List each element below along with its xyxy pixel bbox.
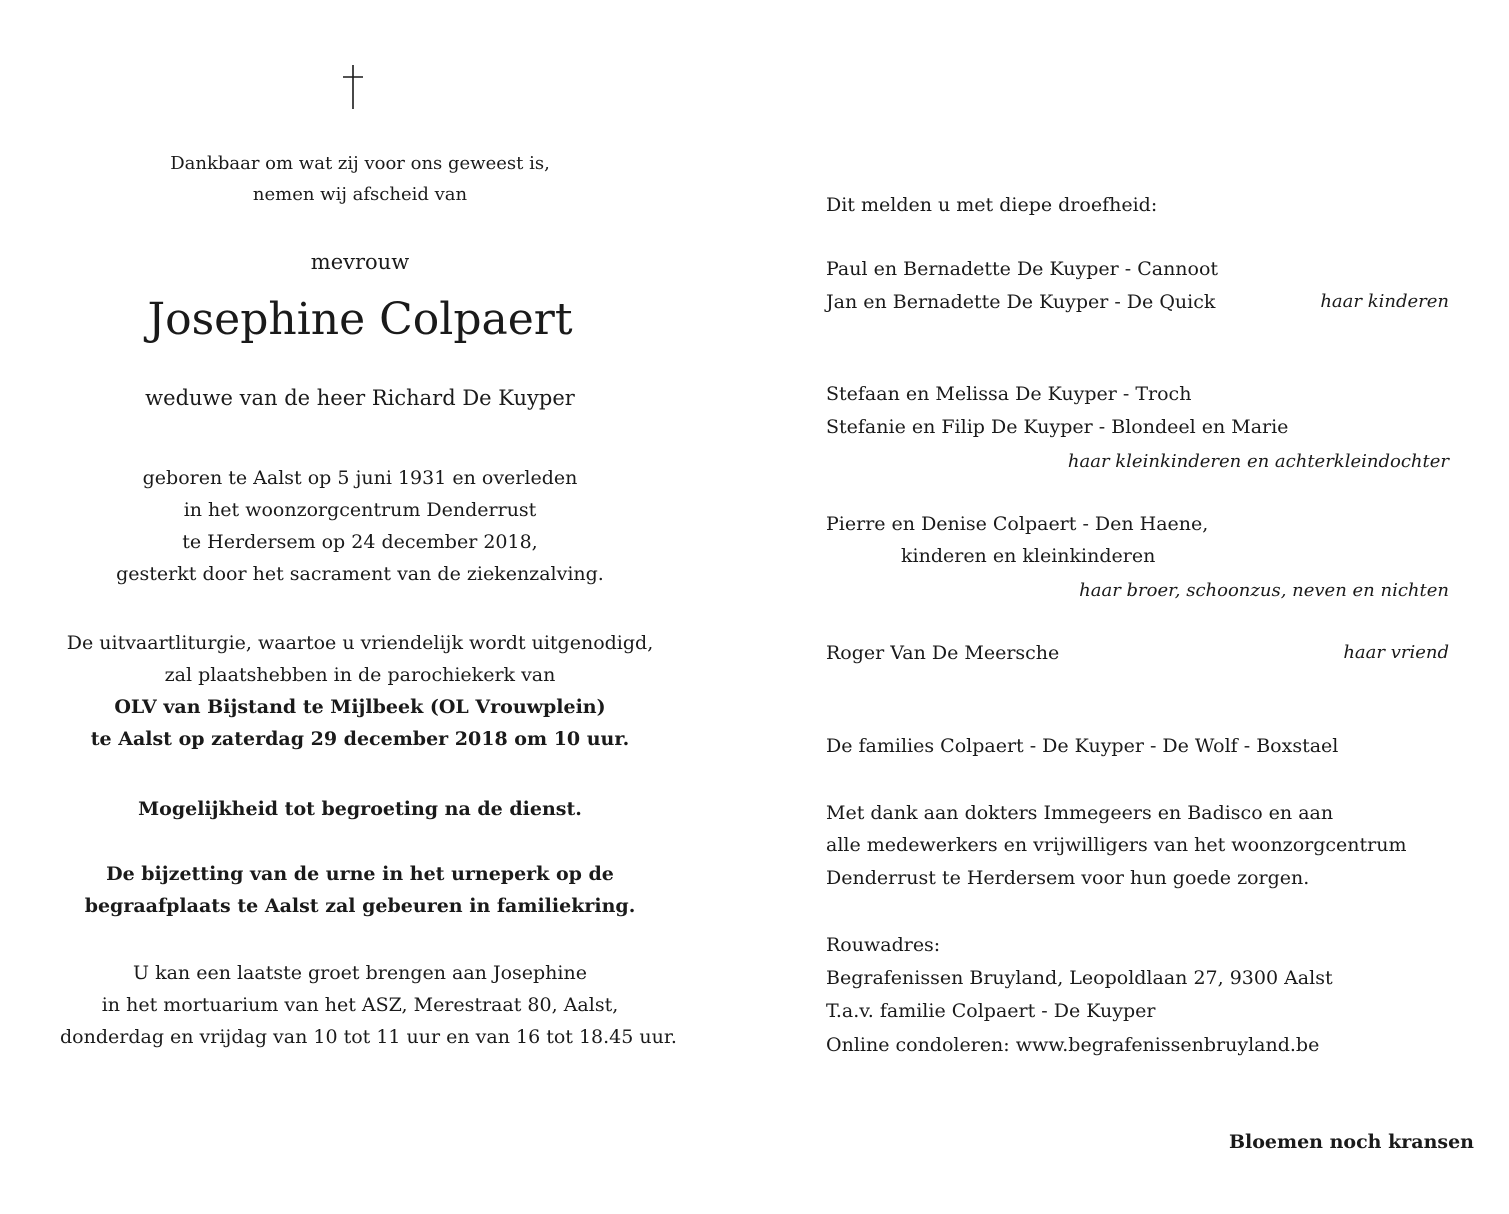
announcement: Dit melden u met diepe droefheid: <box>826 194 1158 216</box>
funeral-datetime: te Aalst op zaterdag 29 december 2018 om 10 uur. <box>90 728 630 750</box>
thanks-line: alle medewerkers en vrijwilligers van het woonzorgcentrum <box>826 834 1407 856</box>
visit-line: in het mortuarium van het ASZ, Merestraat 80, Aalst, <box>101 994 619 1016</box>
intro-line-1: Dankbaar om wat zij voor ons geweest is, <box>170 153 550 174</box>
flowers-note: Bloemen noch kransen <box>1228 1131 1474 1153</box>
siblings-line-2: kinderen en kleinkinderen <box>901 545 1156 567</box>
address-line-1: Begrafenissen Bruyland, Leopoldlaan 27, 9300 Aalst <box>826 967 1333 989</box>
urn-info <box>60 858 660 922</box>
grandchildren-line-2: Stefanie en Filip De Kuyper - Blondeel en Marie <box>826 416 1289 438</box>
grandchildren-line-1: Stefaan en Melissa De Kuyper - Troch <box>826 383 1192 405</box>
born-died-line: te Herdersem op 24 december 2018, <box>182 531 538 553</box>
funeral-line-1: De uitvaartliturgie, waartoe u vriendelijk wordt uitgenodigd, <box>66 632 654 654</box>
friend-name: Roger Van De Meersche <box>826 642 1060 664</box>
visit-info <box>60 957 677 1053</box>
children-line-2: Jan en Bernadette De Kuyper - De Quick <box>826 291 1216 313</box>
urn-line-2: begraafplaats te Aalst zal gebeuren in familiekring. <box>84 895 636 917</box>
visit-line: U kan een laatste groet brengen aan Josephine <box>133 962 587 984</box>
grandchildren-role: haar kleinkinderen en achterkleindochter <box>1067 451 1449 472</box>
born-died-line: gesterkt door het sacrament van de ziekenzalving. <box>116 563 604 585</box>
online-condolence: Online condoleren: www.begrafenissenbruyland.be <box>826 1034 1320 1056</box>
children-line-1: Paul en Bernadette De Kuyper - Cannoot <box>826 258 1219 280</box>
deceased-name: Josephine Colpaert <box>147 294 573 345</box>
funeral-line-2: zal plaatshebben in de parochiekerk van <box>164 664 556 686</box>
born-died-text <box>60 462 660 590</box>
families: De families Colpaert - De Kuyper - De Wolf - Boxstael <box>826 735 1339 757</box>
siblings-role: haar broer, schoonzus, neven en nichten <box>1079 580 1449 601</box>
urn-line-1: De bijzetting van de urne in het urneperk op de <box>106 863 614 885</box>
visit-line: donderdag en vrijdag van 10 tot 11 uur en van 16 tot 18.45 uur. <box>60 1026 677 1048</box>
children-role: haar kinderen <box>1320 291 1449 312</box>
siblings-line-1: Pierre en Denise Colpaert - Den Haene, <box>826 513 1209 535</box>
cross-icon <box>333 64 373 110</box>
church-name: OLV van Bijstand te Mijlbeek (OL Vrouwplein) <box>114 696 606 718</box>
funeral-info <box>60 627 660 755</box>
born-died-line: in het woonzorgcentrum Denderrust <box>183 499 537 521</box>
born-died-line: geboren te Aalst op 5 juni 1931 en overleden <box>142 467 578 489</box>
friend-role: haar vriend <box>1343 642 1449 663</box>
greeting-note: Mogelijkheid tot begroeting na de dienst. <box>138 798 582 820</box>
address-label: Rouwadres: <box>826 934 941 956</box>
thanks-line: Met dank aan dokters Immegeers en Badisco en aan <box>826 802 1334 824</box>
thanks-line: Denderrust te Herdersem voor hun goede zorgen. <box>826 867 1310 889</box>
widow-of: weduwe van de heer Richard De Kuyper <box>145 386 575 410</box>
address-line-2: T.a.v. familie Colpaert - De Kuyper <box>826 1000 1156 1022</box>
honorific: mevrouw <box>310 250 410 274</box>
intro-text <box>60 148 660 210</box>
intro-line-2: nemen wij afscheid van <box>252 184 468 205</box>
